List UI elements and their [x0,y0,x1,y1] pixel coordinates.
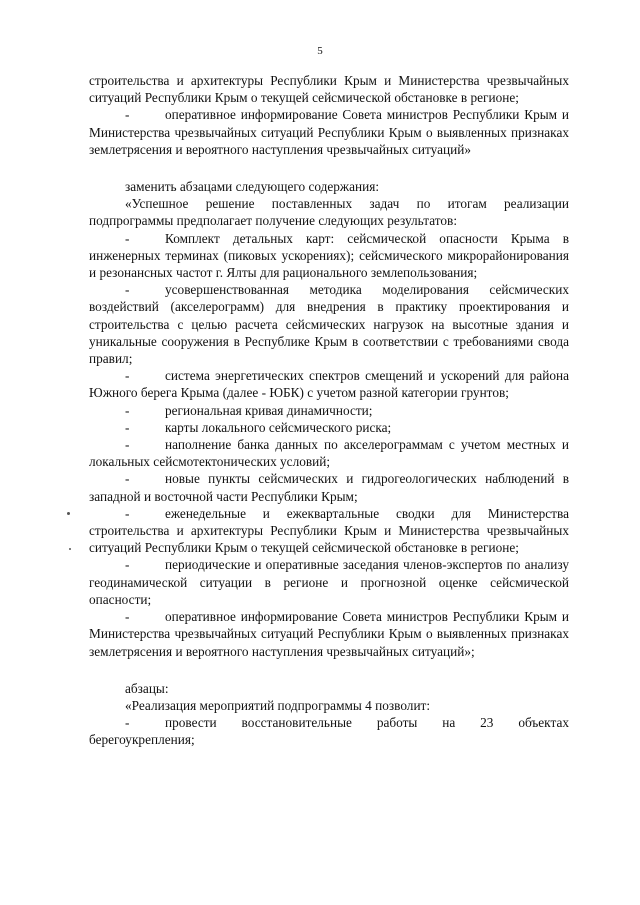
list-dash: - [125,715,130,731]
list-item [89,106,569,158]
scan-speck [69,548,71,550]
list-item-text: региональная кривая динамичности; [165,402,373,418]
paragraph: «Успешное решение поставленных задач по итогам реализации подпрограммы предполагает получение следующих результатов: [89,196,569,229]
list-item [89,470,569,504]
list-dash: - [125,609,130,625]
list-item [89,419,569,436]
paragraph: абзацы: [125,680,169,696]
list-dash: - [125,437,130,453]
list-item-text: периодические и оперативные заседания членов-экспертов по анализу геодинамической ситуации в регионе и прогнозной оценке сейсмической опасности; [89,557,569,607]
list-dash: - [125,230,130,246]
list-dash: - [125,402,130,418]
list-item-text: оперативное информирование Совета министров Республики Крым и Министерства чрезвычайных ситуаций Республики Крым о выявленных признаках землетрясения и вероятного наступления чрезвычайных ситуаций» [89,107,569,157]
list-dash: - [125,505,130,521]
list-item-text: система энергетических спектров смещений и ускорений для района Южного берега Крыма (далее - ЮБК) с учетом разной категории грунтов; [89,368,569,401]
list-item [89,281,569,367]
paragraph: «Реализация мероприятий подпрограммы 4 позволит: [125,697,431,713]
list-item-text: еженедельные и ежеквартальные сводки для Министерства строительства и архитектуры Республики Крым и Министерства чрезвычайных ситуаций Республики Крым о текущей сейсмической обстановке в регионе; [89,505,569,556]
list-item [89,436,569,470]
list-item-text: наполнение банка данных по акселерограммам с учетом местных и локальных сейсмотектонических условий; [89,437,569,470]
list-item [89,367,569,401]
paragraph: строительства и архитектуры Республики Крым и Министерства чрезвычайных ситуаций Республики Крым о текущей сейсмической обстановке в регионе; [89,73,569,106]
list-item-text: карты локального сейсмического риска; [165,419,392,435]
list-item-text: новые пункты сейсмических и гидрогеологических наблюдений в западной и восточной части Республики Крым; [89,471,569,504]
list-item-text: провести восстановительные работы на 23 объектах берегоукрепления; [89,715,569,748]
list-item [89,402,569,419]
list-item [89,608,569,660]
page-number: 5 [317,45,323,57]
scan-speck [67,512,70,515]
list-item [89,556,569,608]
list-dash: - [125,282,130,298]
list-item-text: оперативное информирование Совета министров Республики Крым и Министерства чрезвычайных ситуаций Республики Крым о выявленных признаках землетрясения и вероятного наступления чрезвычайных ситуаций»; [89,609,569,659]
list-item [89,505,569,557]
paragraph: заменить абзацами следующего содержания: [125,179,380,195]
list-dash: - [125,107,130,123]
list-item-text: усовершенствованная методика моделирования сейсмических воздействий (акселерограмм) для внедрения в практику проектирования и строительства с целью расчета сейсмических нагрузок на высотные здания и уникальные сооружения в Республике Крым в соответствии с требованиями свода правил; [89,282,569,367]
list-dash: - [125,471,130,487]
list-item-text: Комплект детальных карт: сейсмической опасности Крыма в инженерных терминах (пиковых ускорениях); сейсмического микрорайонирования и резонансных частот г. Ялты для рационального землепользования; [89,230,569,281]
list-item [89,230,569,282]
list-item [89,714,569,748]
list-dash: - [125,557,130,573]
document-body [89,72,569,749]
list-dash: - [125,368,130,384]
list-dash: - [125,419,130,435]
